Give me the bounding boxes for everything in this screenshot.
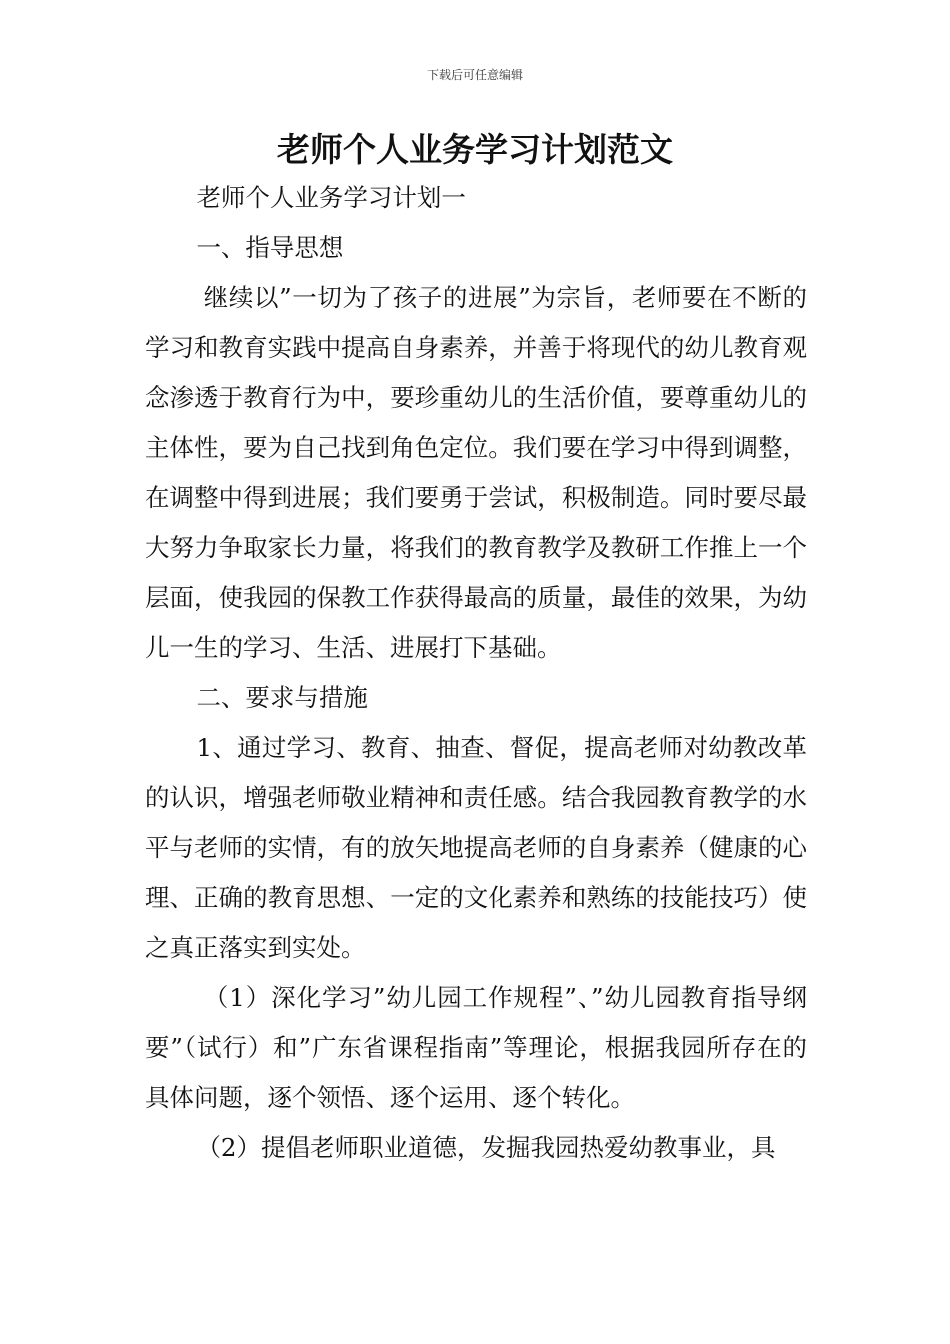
heading-guiding-thought: 一、指导思想 <box>196 233 344 262</box>
paragraph-item-1-2: （2）提倡老师职业道德，发掘我园热爱幼教事业，具 <box>196 1133 776 1162</box>
header-note: 下载后可任意编辑 <box>426 68 523 82</box>
paragraph-item-1-1: （1）深化学习”幼儿园工作规程”、”幼儿园教育指导纲要”（试行）和”广东省课程指南”等理论，根据我园所存在的具体问题，逐个领悟、逐个运用、逐个转化。 <box>145 983 807 1112</box>
document-body <box>145 173 807 1173</box>
heading-requirements: 二、要求与措施 <box>196 683 368 712</box>
paragraph-item-1: 1、通过学习、教育、抽查、督促，提高老师对幼教改革的认识，增强老师敬业精神和责任感。结合我园教育教学的水平与老师的实情，有的放矢地提高老师的自身素养（健康的心理、正确的教育思想、一定的文化素养和熟练的技能技巧）使之真正落实到实处。 <box>145 733 807 962</box>
paragraph-guiding-thought: 继续以”一切为了孩子的进展”为宗旨，老师要在不断的学习和教育实践中提高自身素养，并善于将现代的幼儿教育观念渗透于教育行为中，要珍重幼儿的生活价值，要尊重幼儿的主体性，要为自己找到角色定位。我们要在学习中得到调整，在调整中得到进展；我们要勇于尝试，积极制造。同时要尽最大努力争取家长力量，将我们的教育教学及教研工作推上一个层面，使我园的保教工作获得最高的质量，最佳的效果，为幼儿一生的学习、生活、进展打下基础。 <box>145 283 807 662</box>
section-subtitle: 老师个人业务学习计划一 <box>196 183 466 212</box>
document-title: 老师个人业务学习计划范文 <box>277 130 673 169</box>
